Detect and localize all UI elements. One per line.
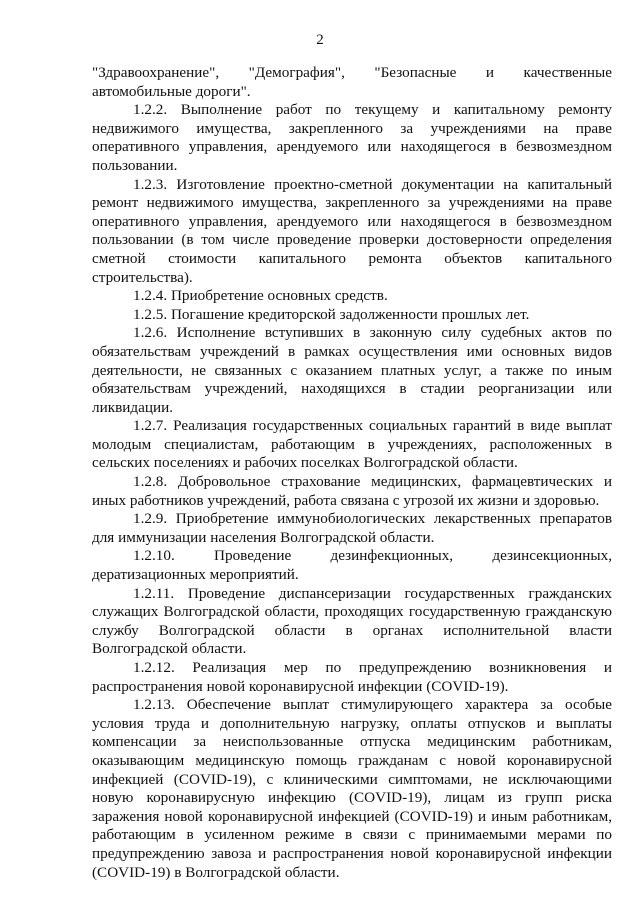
paragraph-1-2-9: 1.2.9. Приобретение иммунобиологических лекарственных препаратов для иммунизации населения Волгоградской области. (92, 510, 612, 546)
document-body (92, 64, 612, 882)
paragraph-1-2-7: 1.2.7. Реализация государственных социальных гарантий в виде выплат молодым специалистам, работающим в учреждениях, расположенных в сельских поселениях и рабочих поселках Волгоградской области. (92, 417, 612, 472)
paragraph-1-2-11: 1.2.11. Проведение диспансеризации государственных гражданских служащих Волгоградской области, проходящих государственную гражданскую службу Волгоградской области в органах исполнительной власти Волгоградской области. (92, 584, 612, 658)
paragraph-1-2-12: 1.2.12. Реализация мер по предупреждению возникновения и распространения новой коронавирусной инфекции (COVID-19). (92, 659, 612, 695)
paragraph-1-2-2: 1.2.2. Выполнение работ по текущему и капитальному ремонту недвижимого имущества, закрепленного за учреждениями на праве оперативного управления, арендуемого или находящегося в безвозмездном пользовании. (92, 101, 612, 174)
paragraph-1-2-10: 1.2.10. Проведение дезинфекционных, дезинсекционных, дератизационных мероприятий. (92, 547, 612, 584)
paragraph-1-2-13: 1.2.13. Обеспечение выплат стимулирующего характера за особые условия труда и дополнительную нагрузку, оплаты отпусков и выплаты компенсации за неиспользованные отпуска медицинским работникам, оказывающим медицинскую помощь гражданам с новой коронавирусной инфекцией (COVID-19), с клиническими симптомами, не исключающими новую коронавирусную инфекцию (COVID-19), лицам из групп риска заражения новой коронавирусной инфекцией (COVID-19) и иным работникам, работающим в усиленном режиме в связи с принимаемыми мерами по предупреждению завоза и распространения новой коронавирусной инфекции (COVID-19) в Волгоградской области. (92, 696, 612, 881)
paragraph-1-2-5: 1.2.5. Погашение кредиторской задолженности прошлых лет. (133, 305, 530, 323)
paragraph-1-2-8: 1.2.8. Добровольное страхование медицинских, фармацевтических и иных работников учреждений, работа связана с угрозой их жизни и здоровью. (92, 473, 612, 509)
paragraph-1-2-3: 1.2.3. Изготовление проектно-сметной документации на капитальный ремонт недвижимого имущества, закрепленного за учреждениями на праве оперативного управления, арендуемого или находящегося в безвозмездном пользовании (в том числе проведение проверки достоверности определения сметной стоимости капитального ремонта объектов капитального строительства). (92, 175, 612, 286)
page-number: 2 (316, 32, 324, 48)
paragraph-1-2-4: 1.2.4. Приобретение основных средств. (133, 287, 388, 305)
paragraph-continuation: "Здравоохранение", "Демография", "Безопасные и качественные автомобильные дороги". (92, 64, 612, 100)
paragraph-1-2-6: 1.2.6. Исполнение вступивших в законную силу судебных актов по обязательствам учреждений в рамках осуществления ими основных видов деятельности, не связанных с оказанием платных услуг, а также по иным обязательствам учреждений, находящихся в стадии реорганизации или ликвидации. (92, 324, 612, 416)
